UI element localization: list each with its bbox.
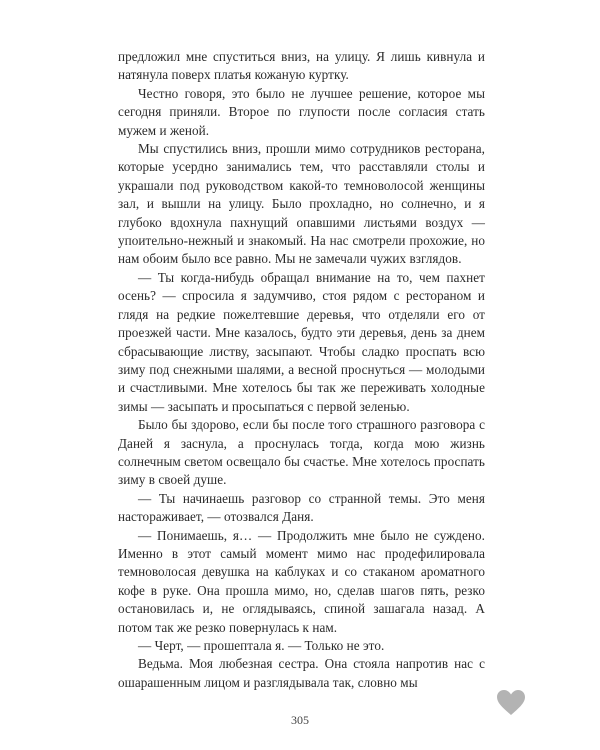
paragraph: предложил мне спуститься вниз, на улицу. Я лишь кивнула и натянула поверх платья кожаную куртку. [118, 49, 485, 83]
paragraph: Ведьма. Моя любезная сестра. Она стояла напротив нас с ошарашенным лицом и разглядывала так, словно мы [118, 656, 485, 690]
heart-icon [497, 690, 525, 716]
paragraph: — Черт, — прошептала я. — Только не это. [138, 638, 385, 653]
paragraph: — Ты начинаешь разговор со странной темы. Это меня настораживает, — отозвался Даня. [118, 490, 485, 525]
paragraph: Честно говоря, это было не лучшее решение, которое мы сегодня приняли. Второе по глупости после согласия стать мужем и женой. [118, 85, 485, 138]
paragraph: — Понимаешь, я… — Продолжить мне было не суждено. Именно в этот самый момент мимо нас продефилировала темноволосая девушка на каблуках и со стаканом ароматного кофе в руке. Она прошла мимо, но, сделав шагов пять, резко остановилась и, не оглядываясь, спиной зашагала назад. А потом так же резко повернулась к нам. [118, 527, 485, 635]
paragraph: — Ты когда-нибудь обращал внимание на то, чем пахнет осень? — спросила я задумчиво, стоя рядом с рестораном и глядя на редкие пожелтевшие деревья, что отделяли его от проезжей части. Мне казалось, будто эти деревья, день за днем сбрасывающие листву, засыпают. Чтобы сладко проспать всю зиму под снежными шалями, а весной проснуться — молодыми и счастливыми. Мне хотелось бы так же переживать холодные зимы — засыпать и просыпаться с первой зеленью. [118, 269, 485, 414]
page-number: 305 [291, 713, 309, 727]
paragraph: Было бы здорово, если бы после того страшного разговора с Даней я заснула, а проснулась тогда, когда мою жизнь солнечным светом освещало бы счастье. Мне хотелось проспать зиму в своей душе. [118, 417, 485, 488]
page-body [118, 48, 485, 692]
paragraph: Мы спустились вниз, прошли мимо сотрудников ресторана, которые усердно занимались тем, что расставляли столы и украшали под руководством какой-то темноволосой женщины зал, и вышли на улицу. Было прохладно, но солнечно, и я глубоко вдохнула пахнущий опавшими листьями воздух — упоительно-нежный и знакомый. На нас смотрели прохожие, но нам обоим было все равно. Мы не замечали чужих взглядов. [118, 141, 485, 267]
